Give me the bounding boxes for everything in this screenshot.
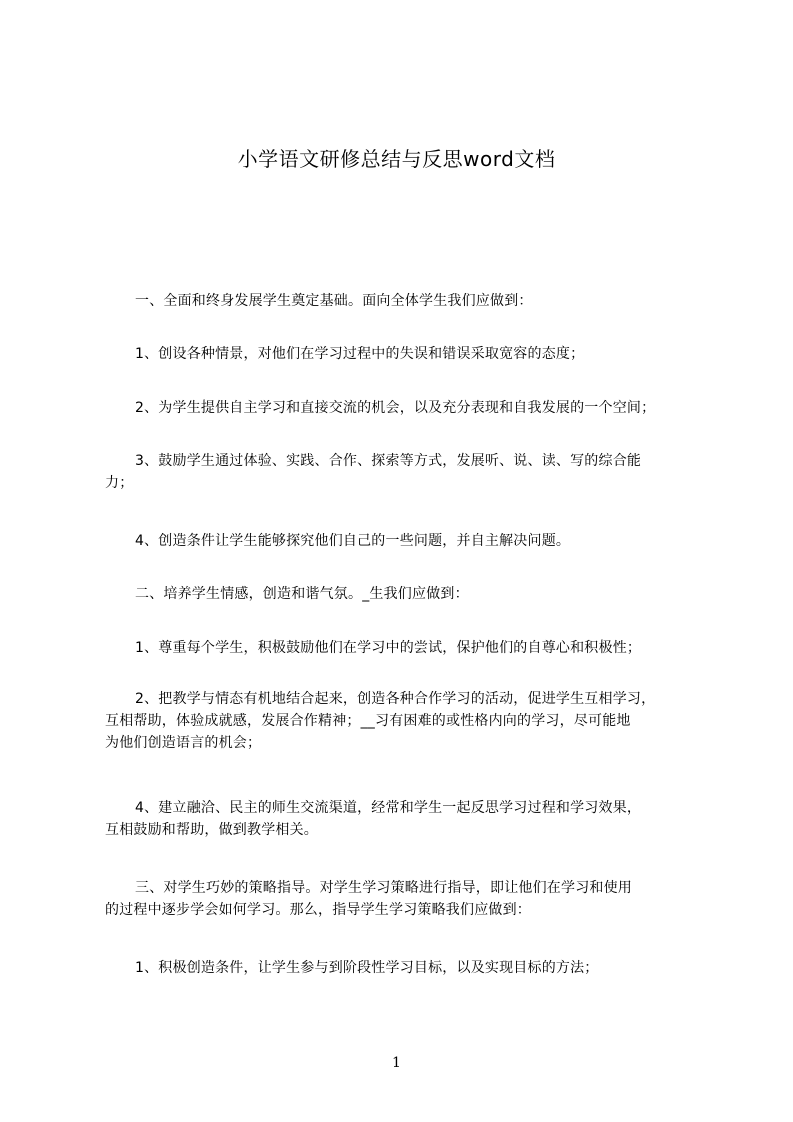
paragraph-line: 3、鼓励学生通过体验、实践、合作、探索等方式，发展听、说、读、写的综合能	[135, 453, 642, 469]
section-heading-3	[105, 877, 705, 921]
paragraph-line: 互相鼓励和帮助，做到教学相关。	[105, 822, 318, 838]
list-item	[105, 688, 705, 754]
paragraph-line: 的过程中逐步学会如何学习。那么，指导学生学习策略我们应做到：	[105, 902, 531, 918]
paragraph-line: 1、积极创造条件，让学生参与到阶段性学习目标，以及实现目标的方法；	[135, 960, 599, 976]
paragraph-line: 三、对学生巧妙的策略指导。对学生学习策略进行指导，即让他们在学习和使用	[135, 880, 632, 896]
paragraph-line: 1、创设各种情景，对他们在学习过程中的失误和错误采取宽容的态度；	[135, 346, 585, 362]
list-item	[105, 450, 705, 494]
document-title: 小学语文研修总结与反思word文档	[237, 147, 556, 171]
paragraph-line: 一、全面和终身发展学生奠定基础。面向全体学生我们应做到：	[135, 293, 533, 309]
list-item	[105, 530, 705, 552]
list-item	[105, 343, 705, 365]
page-number: 1	[392, 1055, 401, 1071]
list-item	[105, 957, 705, 979]
section-heading-1	[105, 290, 705, 312]
list-item	[105, 797, 705, 841]
paragraph-line: 二、培养学生情感，创造和谐气氛。_生我们应做到：	[135, 586, 469, 602]
paragraph-line: 为他们创造语言的机会；	[105, 735, 262, 751]
list-item	[105, 637, 705, 659]
paragraph-line: 2、为学生提供自主学习和直接交流的机会，以及充分表现和自我发展的一个空间；	[135, 400, 656, 416]
paragraph-line: 力；	[105, 475, 134, 491]
list-item	[105, 397, 705, 419]
paragraph-line: 4、创造条件让学生能够探究他们自己的一些问题，并自主解决问题。	[135, 533, 571, 549]
paragraph-line: 4、建立融洽、民主的师生交流渠道，经常和学生一起反思学习过程和学习效果，	[135, 800, 642, 816]
paragraph-line: 2、把教学与情态有机地结合起来，创造各种合作学习的活动，促进学生互相学习，	[135, 691, 656, 707]
paragraph-line: 1、尊重每个学生，积极鼓励他们在学习中的尝试，保护他们的自尊心和积极性；	[135, 640, 642, 656]
paragraph-line: 互相帮助，体验成就感，发展合作精神；__习有困难的或性格内向的学习，尽可能地	[105, 713, 631, 729]
section-heading-2	[105, 583, 705, 605]
